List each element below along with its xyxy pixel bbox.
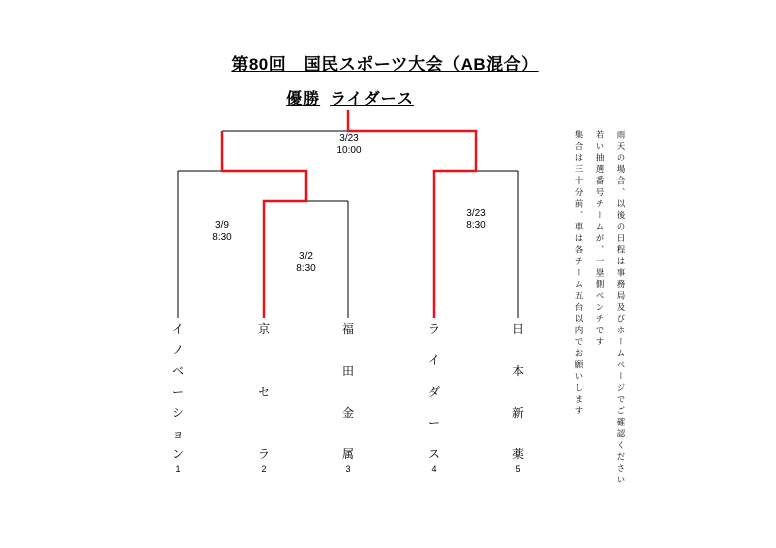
- match-semi-right: [446, 208, 506, 232]
- team-5-char: 日: [511, 322, 524, 336]
- match-first-round: [276, 251, 336, 275]
- team-2-number: 2: [261, 464, 267, 474]
- match-final-time: 10:00: [336, 145, 362, 156]
- team-4-char: ラ: [427, 322, 440, 336]
- team-2-char: ラ: [257, 447, 270, 461]
- team-2-char: セ: [257, 385, 270, 399]
- match-final: [319, 133, 379, 157]
- winner-label: 優勝: [286, 91, 321, 108]
- team-3-number: 3: [345, 464, 351, 474]
- match-first-round-date: 3/2: [299, 251, 313, 262]
- team-1-char: ー: [171, 385, 184, 399]
- note-gathering: 集合は三十分前、車は各チーム五台以内でお願いします: [574, 130, 584, 418]
- match-first-round-time: 8:30: [296, 263, 316, 274]
- page-title: 第80回 国民スポーツ大会（AB混合）: [231, 55, 539, 74]
- team-3-char: 属: [341, 447, 354, 461]
- match-semi-right-time: 8:30: [466, 220, 486, 231]
- team-4-char: イ: [427, 353, 440, 367]
- team-5-char: 本: [511, 364, 524, 378]
- match-final-date: 3/23: [339, 133, 359, 144]
- match-semi-left-time: 8:30: [212, 232, 232, 243]
- team-4-char: ス: [427, 447, 440, 461]
- team-5-char: 薬: [511, 447, 524, 461]
- team-2-char: 京: [257, 322, 270, 336]
- team-1-char: ベ: [171, 364, 184, 378]
- note-rain: 雨天の場合、以後の日程は事務局及びホームページでご確認ください: [616, 130, 626, 487]
- note-bench: 若い抽選番号チームが、一塁側ベンチです: [595, 130, 605, 349]
- team-5-number: 5: [515, 464, 521, 474]
- team-1-char: ョ: [171, 427, 184, 441]
- team-1-char: ン: [171, 447, 184, 461]
- match-semi-right-date: 3/23: [466, 208, 486, 219]
- match-semi-left-date: 3/9: [215, 220, 229, 231]
- team-1-char: イ: [171, 322, 184, 336]
- winner-team: ライダース: [330, 91, 414, 108]
- team-1-char: ノ: [171, 343, 184, 357]
- team-1-number: 1: [175, 464, 181, 474]
- team-4-char: ー: [427, 416, 440, 430]
- team-4-char: ダ: [427, 385, 440, 399]
- team-4-number: 4: [431, 464, 437, 474]
- team-3-char: 田: [341, 364, 354, 378]
- team-1-char: シ: [171, 406, 184, 420]
- team-5-char: 新: [511, 406, 524, 420]
- team-3-char: 金: [341, 406, 354, 420]
- team-3-char: 福: [341, 322, 354, 336]
- match-semi-left: [192, 220, 252, 244]
